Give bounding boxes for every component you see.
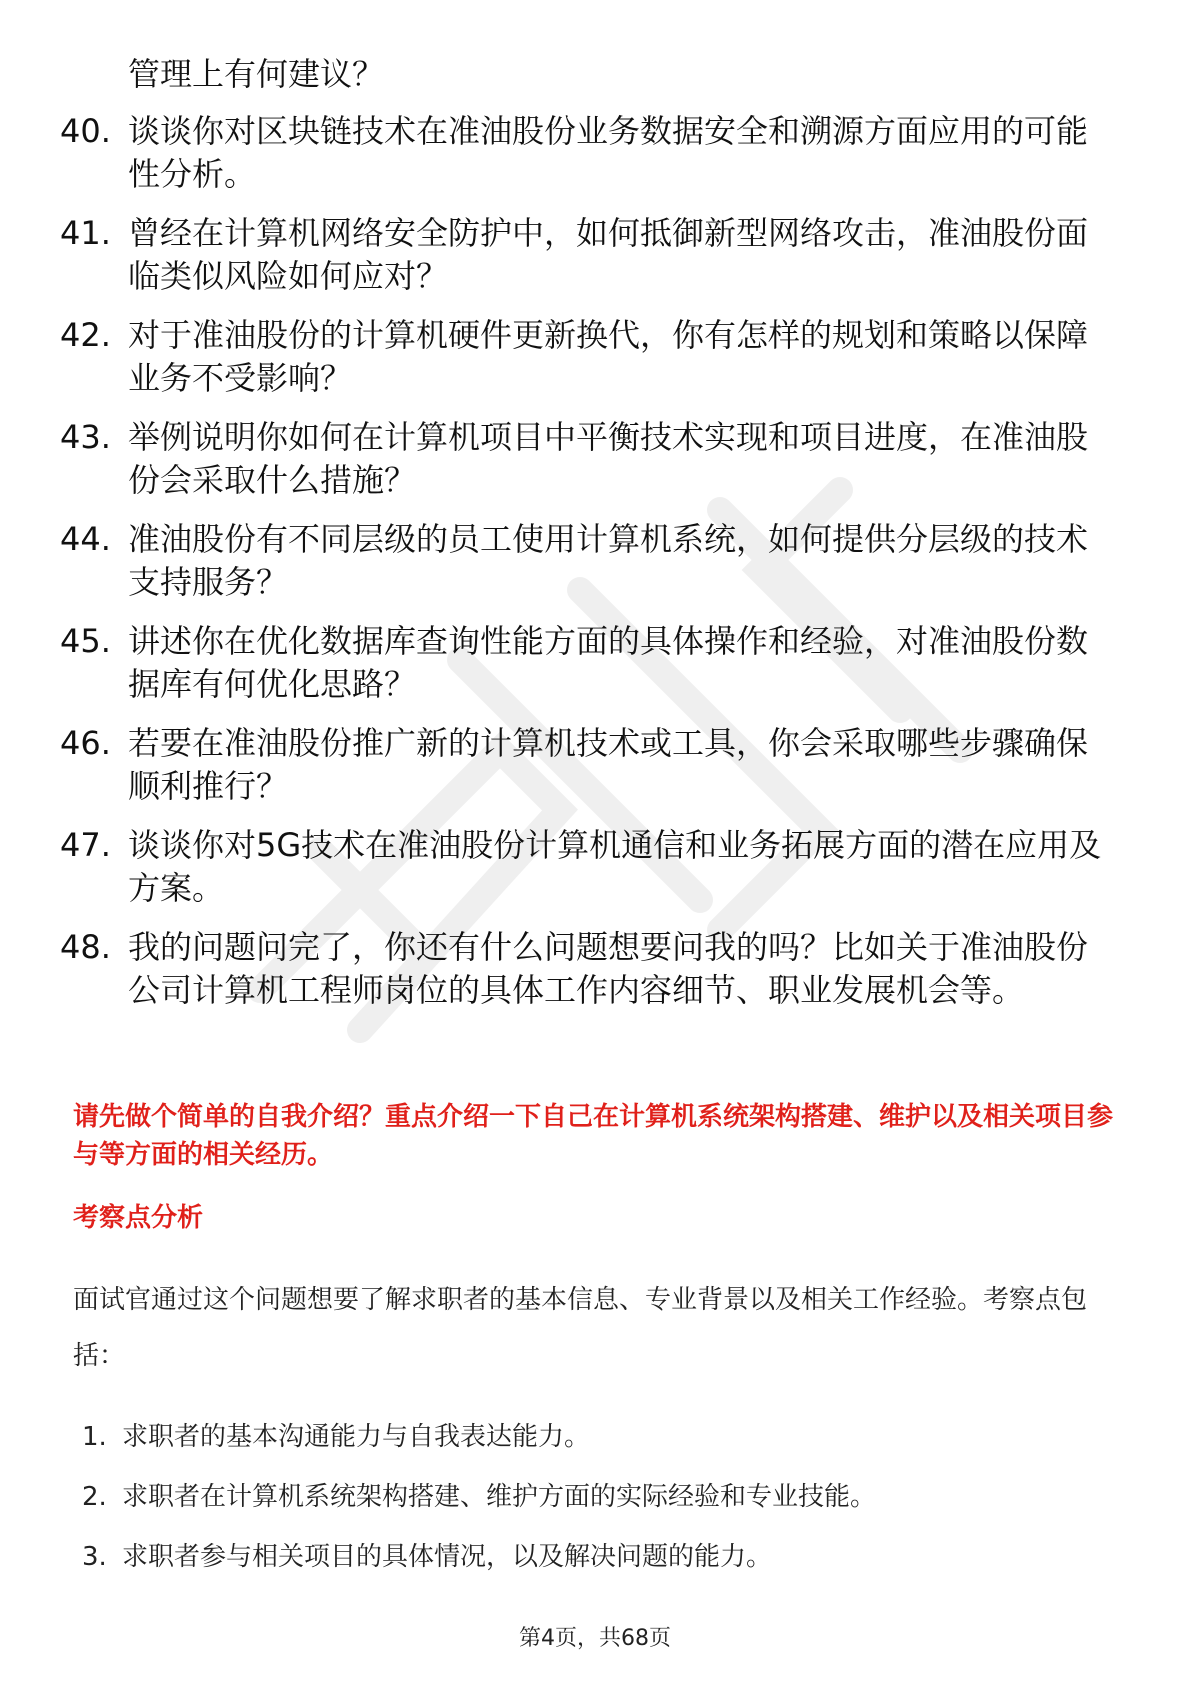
question-number: 44.: [60, 520, 111, 558]
question-text: 谈谈你对5G技术在准油股份计算机通信和业务拓展方面的潜在应用及方案。: [128, 826, 1102, 907]
question-item: [60, 620, 1120, 706]
question-number: 41.: [60, 214, 111, 252]
question-list: [60, 110, 1120, 1028]
question-number: 47.: [60, 826, 111, 864]
continuation-text: 管理上有何建议？: [128, 55, 385, 93]
question-text: 对于准油股份的计算机硬件更新换代，你有怎样的规划和策略以保障业务不受影响？: [128, 316, 1089, 397]
question-item: [60, 926, 1120, 1012]
point-number: 1.: [82, 1422, 107, 1452]
question-number: 42.: [60, 316, 111, 354]
question-item: [60, 110, 1120, 196]
question-number: 48.: [60, 928, 111, 966]
point-text: 求职者参与相关项目的具体情况，以及解决问题的能力。: [122, 1542, 773, 1572]
question-text: 讲述你在优化数据库查询性能方面的具体操作和经验，对准油股份数据库有何优化思路？: [128, 622, 1089, 703]
question-text: 曾经在计算机网络安全防护中，如何抵御新型网络攻击，准油股份面临类似风险如何应对？: [128, 214, 1089, 295]
question-item: [60, 212, 1120, 298]
question-item: [60, 314, 1120, 400]
question-text: 谈谈你对区块链技术在准油股份业务数据安全和溯源方面应用的可能性分析。: [128, 112, 1089, 193]
point-item: [82, 1418, 1112, 1456]
question-item: [60, 824, 1120, 910]
point-item: [82, 1478, 1112, 1516]
question-text: 举例说明你如何在计算机项目中平衡技术实现和项目进度，在准油股份会采取什么措施？: [128, 418, 1089, 499]
point-list: [82, 1418, 1112, 1598]
question-number: 43.: [60, 418, 111, 456]
question-number: 45.: [60, 622, 111, 660]
point-text: 求职者在计算机系统架构搭建、维护方面的实际经验和专业技能。: [122, 1482, 877, 1512]
page-footer: 第4页，共68页: [519, 1626, 671, 1651]
point-number: 2.: [82, 1482, 107, 1512]
analysis-heading: 考察点分析: [73, 1203, 204, 1233]
question-item: [60, 416, 1120, 502]
question-item: [60, 518, 1120, 604]
question-text: 若要在准油股份推广新的计算机技术或工具，你会采取哪些步骤确保顺利推行？: [128, 724, 1089, 805]
point-number: 3.: [82, 1542, 107, 1572]
question-text: 我的问题问完了，你还有什么问题想要问我的吗？比如关于准油股份公司计算机工程师岗位的具体工作内容细节、职业发展机会等。: [128, 928, 1089, 1009]
question-number: 40.: [60, 112, 111, 150]
point-item: [82, 1538, 1112, 1576]
highlight-question: 请先做个简单的自我介绍？重点介绍一下自己在计算机系统架构搭建、维护以及相关项目参与等方面的相关经历。: [73, 1102, 1114, 1170]
question-text: 准油股份有不同层级的员工使用计算机系统，如何提供分层级的技术支持服务？: [128, 520, 1089, 601]
point-text: 求职者的基本沟通能力与自我表达能力。: [122, 1422, 591, 1452]
analysis-intro: 面试官通过这个问题想要了解求职者的基本信息、专业背景以及相关工作经验。考察点包括：: [73, 1285, 1088, 1371]
question-number: 46.: [60, 724, 111, 762]
question-item: [60, 722, 1120, 808]
